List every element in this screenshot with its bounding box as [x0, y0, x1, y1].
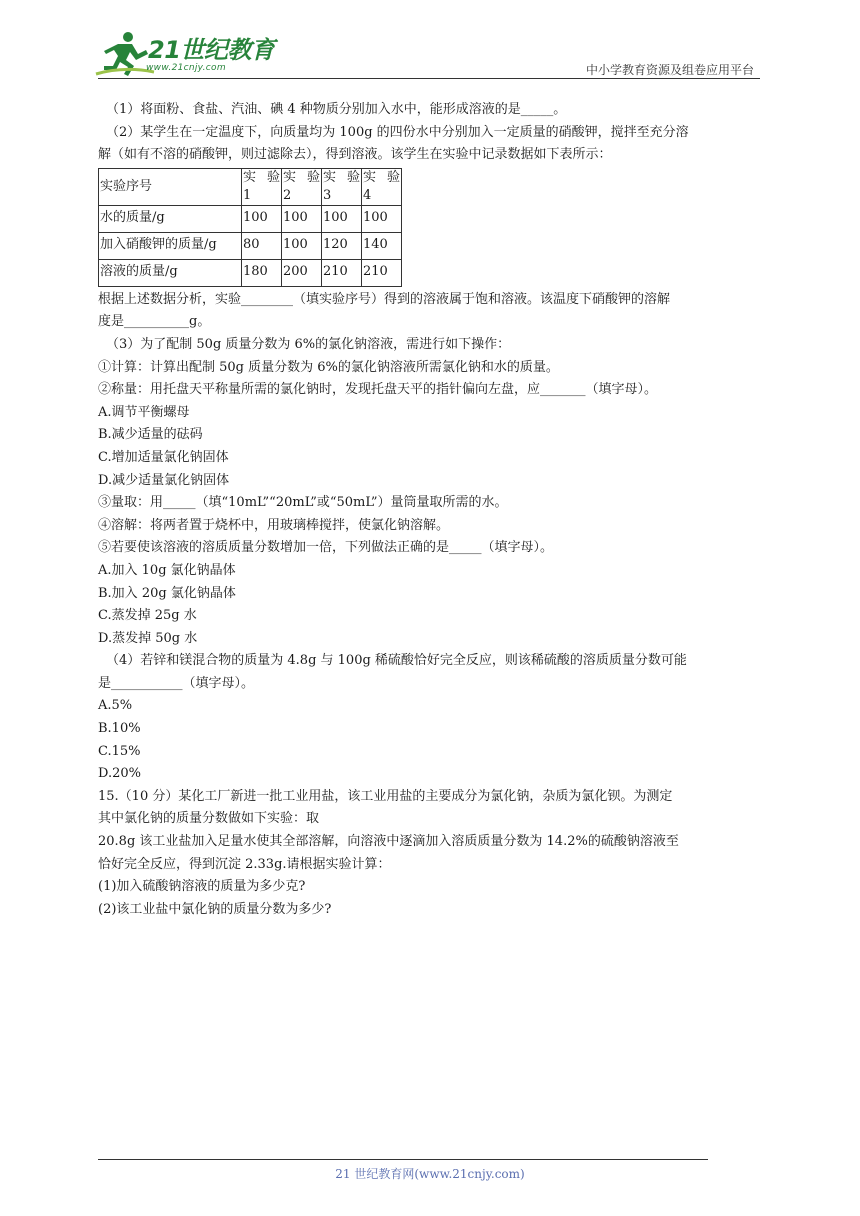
logo-text: 21世纪教育: [148, 36, 275, 64]
table-cell: 100: [242, 205, 282, 232]
header-label-cell: 实验序号: [99, 168, 242, 205]
page-footer: 21 世纪教育网(www.21cnjy.com): [335, 1167, 525, 1181]
question-2-after-line-1: 根据上述数据分析，实验________（填实验序号）得到的溶液属于饱和溶液。该温度下硝酸钾的溶解: [98, 291, 671, 307]
header-divider: [98, 78, 760, 79]
logo-url: www.21cnjy.com: [146, 63, 226, 73]
question-2-intro-line-1: （2）某学生在一定温度下，向质量均为 100g 的四份水中分别加入一定质量的硝酸钾，搅拌至充分溶: [106, 124, 689, 140]
question-1: （1）将面粉、食盐、汽油、碘 4 种物质分别加入水中，能形成溶液的是_____。: [106, 102, 567, 117]
table-cell: 140: [362, 232, 402, 259]
row-label: 溶液的质量/g: [99, 259, 242, 286]
option-item: C.增加适量氯化钠固体: [98, 449, 229, 465]
header-cell-text: 实: [323, 169, 337, 185]
option-item: A.加入 10g 氯化钠晶体: [98, 562, 236, 578]
table-header-row: [99, 168, 402, 205]
header-cell-2: [282, 168, 322, 205]
question-3-intro: （3）为了配制 50g 质量分数为 6%的氯化钠溶液，需进行如下操作：: [106, 336, 511, 352]
table-cell: 180: [242, 259, 282, 286]
option-item: C.蒸发掉 25g 水: [98, 608, 197, 624]
question-3-step-1: ①计算：计算出配制 50g 质量分数为 6%的氯化钠溶液所需氯化钠和水的质量。: [98, 359, 559, 375]
row-label: 水的质量/g: [99, 205, 242, 232]
page-content: [98, 99, 764, 921]
table-row: [99, 205, 402, 232]
table-cell: 100: [282, 232, 322, 259]
question-15-line-3: 20.8g 该工业盐加入足量水使其全部溶解，向溶液中逐滴加入溶质质量分数为 14.2%的硫酸钠溶液至: [98, 834, 679, 850]
option-item: D.减少适量氯化钠固体: [98, 472, 230, 488]
header-cell-text: 验: [346, 169, 360, 185]
option-item: A.调节平衡螺母: [98, 404, 190, 420]
table-cell: 210: [362, 259, 402, 286]
table-cell: 200: [282, 259, 322, 286]
question-3-step-5: ⑤若要使该溶液的溶质质量分数增加一倍，下列做法正确的是_____（填字母）。: [98, 540, 554, 556]
experiment-table: [98, 168, 402, 287]
option-item: C.15%: [98, 743, 141, 759]
header-cell-number: 4: [363, 187, 372, 203]
question-2-intro-line-2: 解（如有不溶的硝酸钾，则过滤除去），得到溶液。该学生在实验中记录数据如下表所示：: [98, 147, 612, 163]
question-15-line-2: 其中氯化钠的质量分数做如下实验：取: [98, 811, 320, 827]
table-cell: 100: [282, 205, 322, 232]
option-item: B.减少适量的砝码: [98, 427, 203, 443]
row-label: 加入硝酸钾的质量/g: [99, 232, 242, 259]
header-cell-number: 3: [323, 187, 332, 203]
header-cell-text: 实: [283, 169, 297, 185]
page-header: [0, 0, 860, 80]
table-cell: 120: [322, 232, 362, 259]
question-15-sub-1: (1)加入硫酸钠溶液的质量为多少克?: [98, 879, 306, 895]
question-15-line-4: 恰好完全反应，得到沉淀 2.33g.请根据实验计算：: [98, 856, 391, 872]
header-cell-4: [362, 168, 402, 205]
question-3-step-2: ②称量：用托盘天平称量所需的氯化钠时，发现托盘天平的指针偏向左盘，应_______（填字母）。: [98, 382, 658, 398]
platform-name: 中小学教育资源及组卷应用平台: [585, 63, 754, 77]
footer-divider: [98, 1159, 708, 1160]
header-cell-text: 验: [266, 169, 280, 185]
question-4-line-2: 是___________（填字母）。: [98, 675, 255, 691]
question-2-after-line-2: 度是__________g。: [98, 314, 211, 330]
question-3-step-3: ③量取：用_____（填“10mL”“20mL”或“50mL”）量筒量取所需的水。: [98, 495, 508, 511]
table-row: [99, 232, 402, 259]
table-cell: 210: [322, 259, 362, 286]
table-row: [99, 259, 402, 286]
header-cell-1: [242, 168, 282, 205]
table-cell: 80: [242, 232, 282, 259]
question-4-line-1: （4）若锌和镁混合物的质量为 4.8g 与 100g 稀硫酸恰好完全反应，则该稀硫酸的溶质质量分数可能: [106, 653, 687, 669]
question-3-step-4: ④溶解：将两者置于烧杯中，用玻璃棒搅拌，使氯化钠溶解。: [98, 517, 450, 533]
table-cell: 100: [362, 205, 402, 232]
header-cell-text: 实: [243, 169, 257, 185]
question-15-sub-2: (2)该工业盐中氯化钠的质量分数为多少?: [98, 901, 332, 917]
header-cell-text: 验: [386, 169, 400, 185]
header-cell-text: 实: [363, 169, 377, 185]
header-cell-number: 2: [283, 187, 292, 203]
option-item: A.5%: [98, 698, 133, 714]
option-item: D.蒸发掉 50g 水: [98, 630, 198, 646]
option-item: B.加入 20g 氯化钠晶体: [98, 585, 236, 601]
header-cell-3: [322, 168, 362, 205]
option-item: B.10%: [98, 721, 141, 737]
question-15-line-1: 15.（10 分）某化工厂新进一批工业用盐，该工业用盐的主要成分为氯化钠，杂质为氯化钡。为测定: [98, 788, 673, 804]
header-cell-number: 1: [243, 187, 252, 203]
option-item: D.20%: [98, 766, 141, 782]
header-cell-text: 验: [306, 169, 320, 185]
table-cell: 100: [322, 205, 362, 232]
